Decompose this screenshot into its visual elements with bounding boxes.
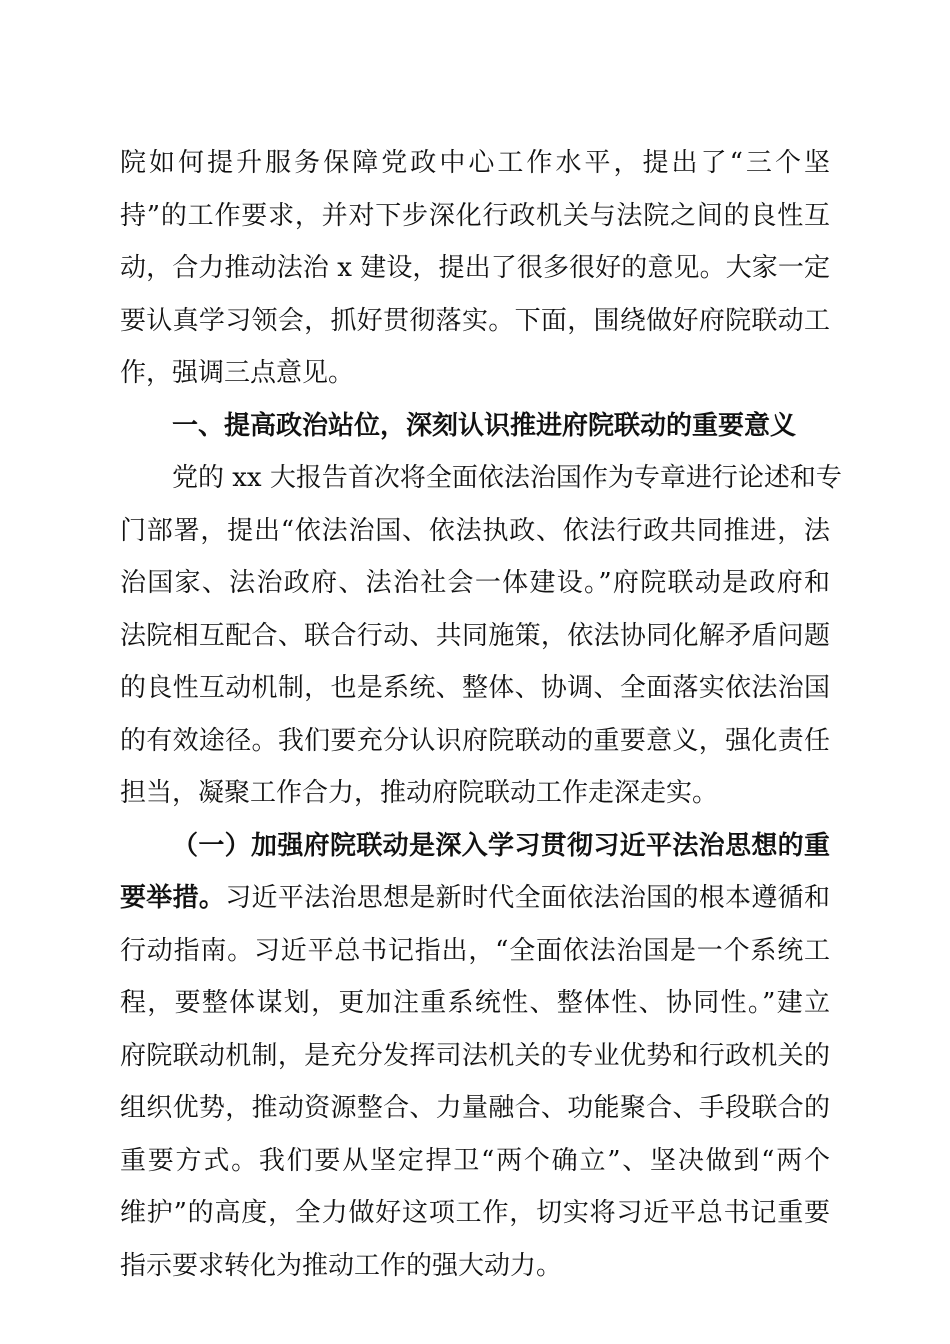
subsection-heading-tail: 要举措。 (120, 883, 226, 913)
subsection-text: 习近平法治思想是新时代全面依法治国的根本遵循和 (225, 883, 830, 913)
text-line: 程，要整体谋划，更加注重系统性、整体性、协同性。”建立 (120, 988, 830, 1018)
text-line: 维护”的高度，全力做好这项工作，切实将习近平总书记重要 (120, 1198, 830, 1228)
subsection-paragraph (120, 820, 830, 1293)
text-line (120, 872, 830, 925)
text-line: 党的 xx 大报告首次将全面依法治国作为专章进行论述和专 (172, 463, 842, 493)
text-line: 指示要求转化为推动工作的强大动力。 (120, 1250, 563, 1281)
document-body (120, 137, 842, 1292)
text-line: 的有效途径。我们要充分认识府院联动的重要意义，强化责任 (120, 725, 830, 756)
section-paragraph (120, 452, 842, 820)
text-line: 府院联动机制，是充分发挥司法机关的专业优势和行政机关的 (120, 1040, 830, 1071)
text-line: 动，合力推动法治 x 建设，提出了很多很好的意见。大家一定 (120, 253, 830, 283)
text-line: 担当，凝聚工作合力，推动府院联动工作走深走实。 (120, 778, 719, 808)
text-line: 作，强调三点意见。 (120, 358, 355, 388)
text-line: 重要方式。我们要从坚定捍卫“两个确立”、坚决做到“两个 (120, 1145, 830, 1176)
text-line: 门部署，提出“依法治国、依法执政、依法行政共同推进，法 (120, 515, 830, 546)
text-line: 行动指南。习近平总书记指出，“全面依法治国是一个系统工 (120, 935, 830, 966)
subsection-heading-line (120, 820, 830, 873)
text-line: 持”的工作要求，并对下步深化行政机关与法院之间的良性互 (120, 200, 830, 231)
text-line: 院如何提升服务保障党政中心工作水平，提出了“三个坚 (120, 148, 830, 178)
text-line: 的良性互动机制，也是系统、整体、协调、全面落实依法治国 (120, 673, 830, 703)
text-line: 法院相互配合、联合行动、共同施策，依法协同化解矛盾问题 (120, 620, 830, 651)
text-line: 治国家、法治政府、法治社会一体建设。”府院联动是政府和 (120, 568, 830, 598)
text-line: 组织优势，推动资源整合、力量融合、功能聚合、手段联合的 (120, 1093, 830, 1123)
section-heading: 一、提高政治站位，深刻认识推进府院联动的重要意义 (172, 410, 797, 441)
text-line: 要认真学习领会，抓好贯彻落实。下面，围绕做好府院联动工 (120, 305, 830, 336)
intro-paragraph (120, 137, 830, 400)
subsection-heading-text: （一）加强府院联动是深入学习贯彻习近平法治思想的重 (172, 830, 830, 861)
